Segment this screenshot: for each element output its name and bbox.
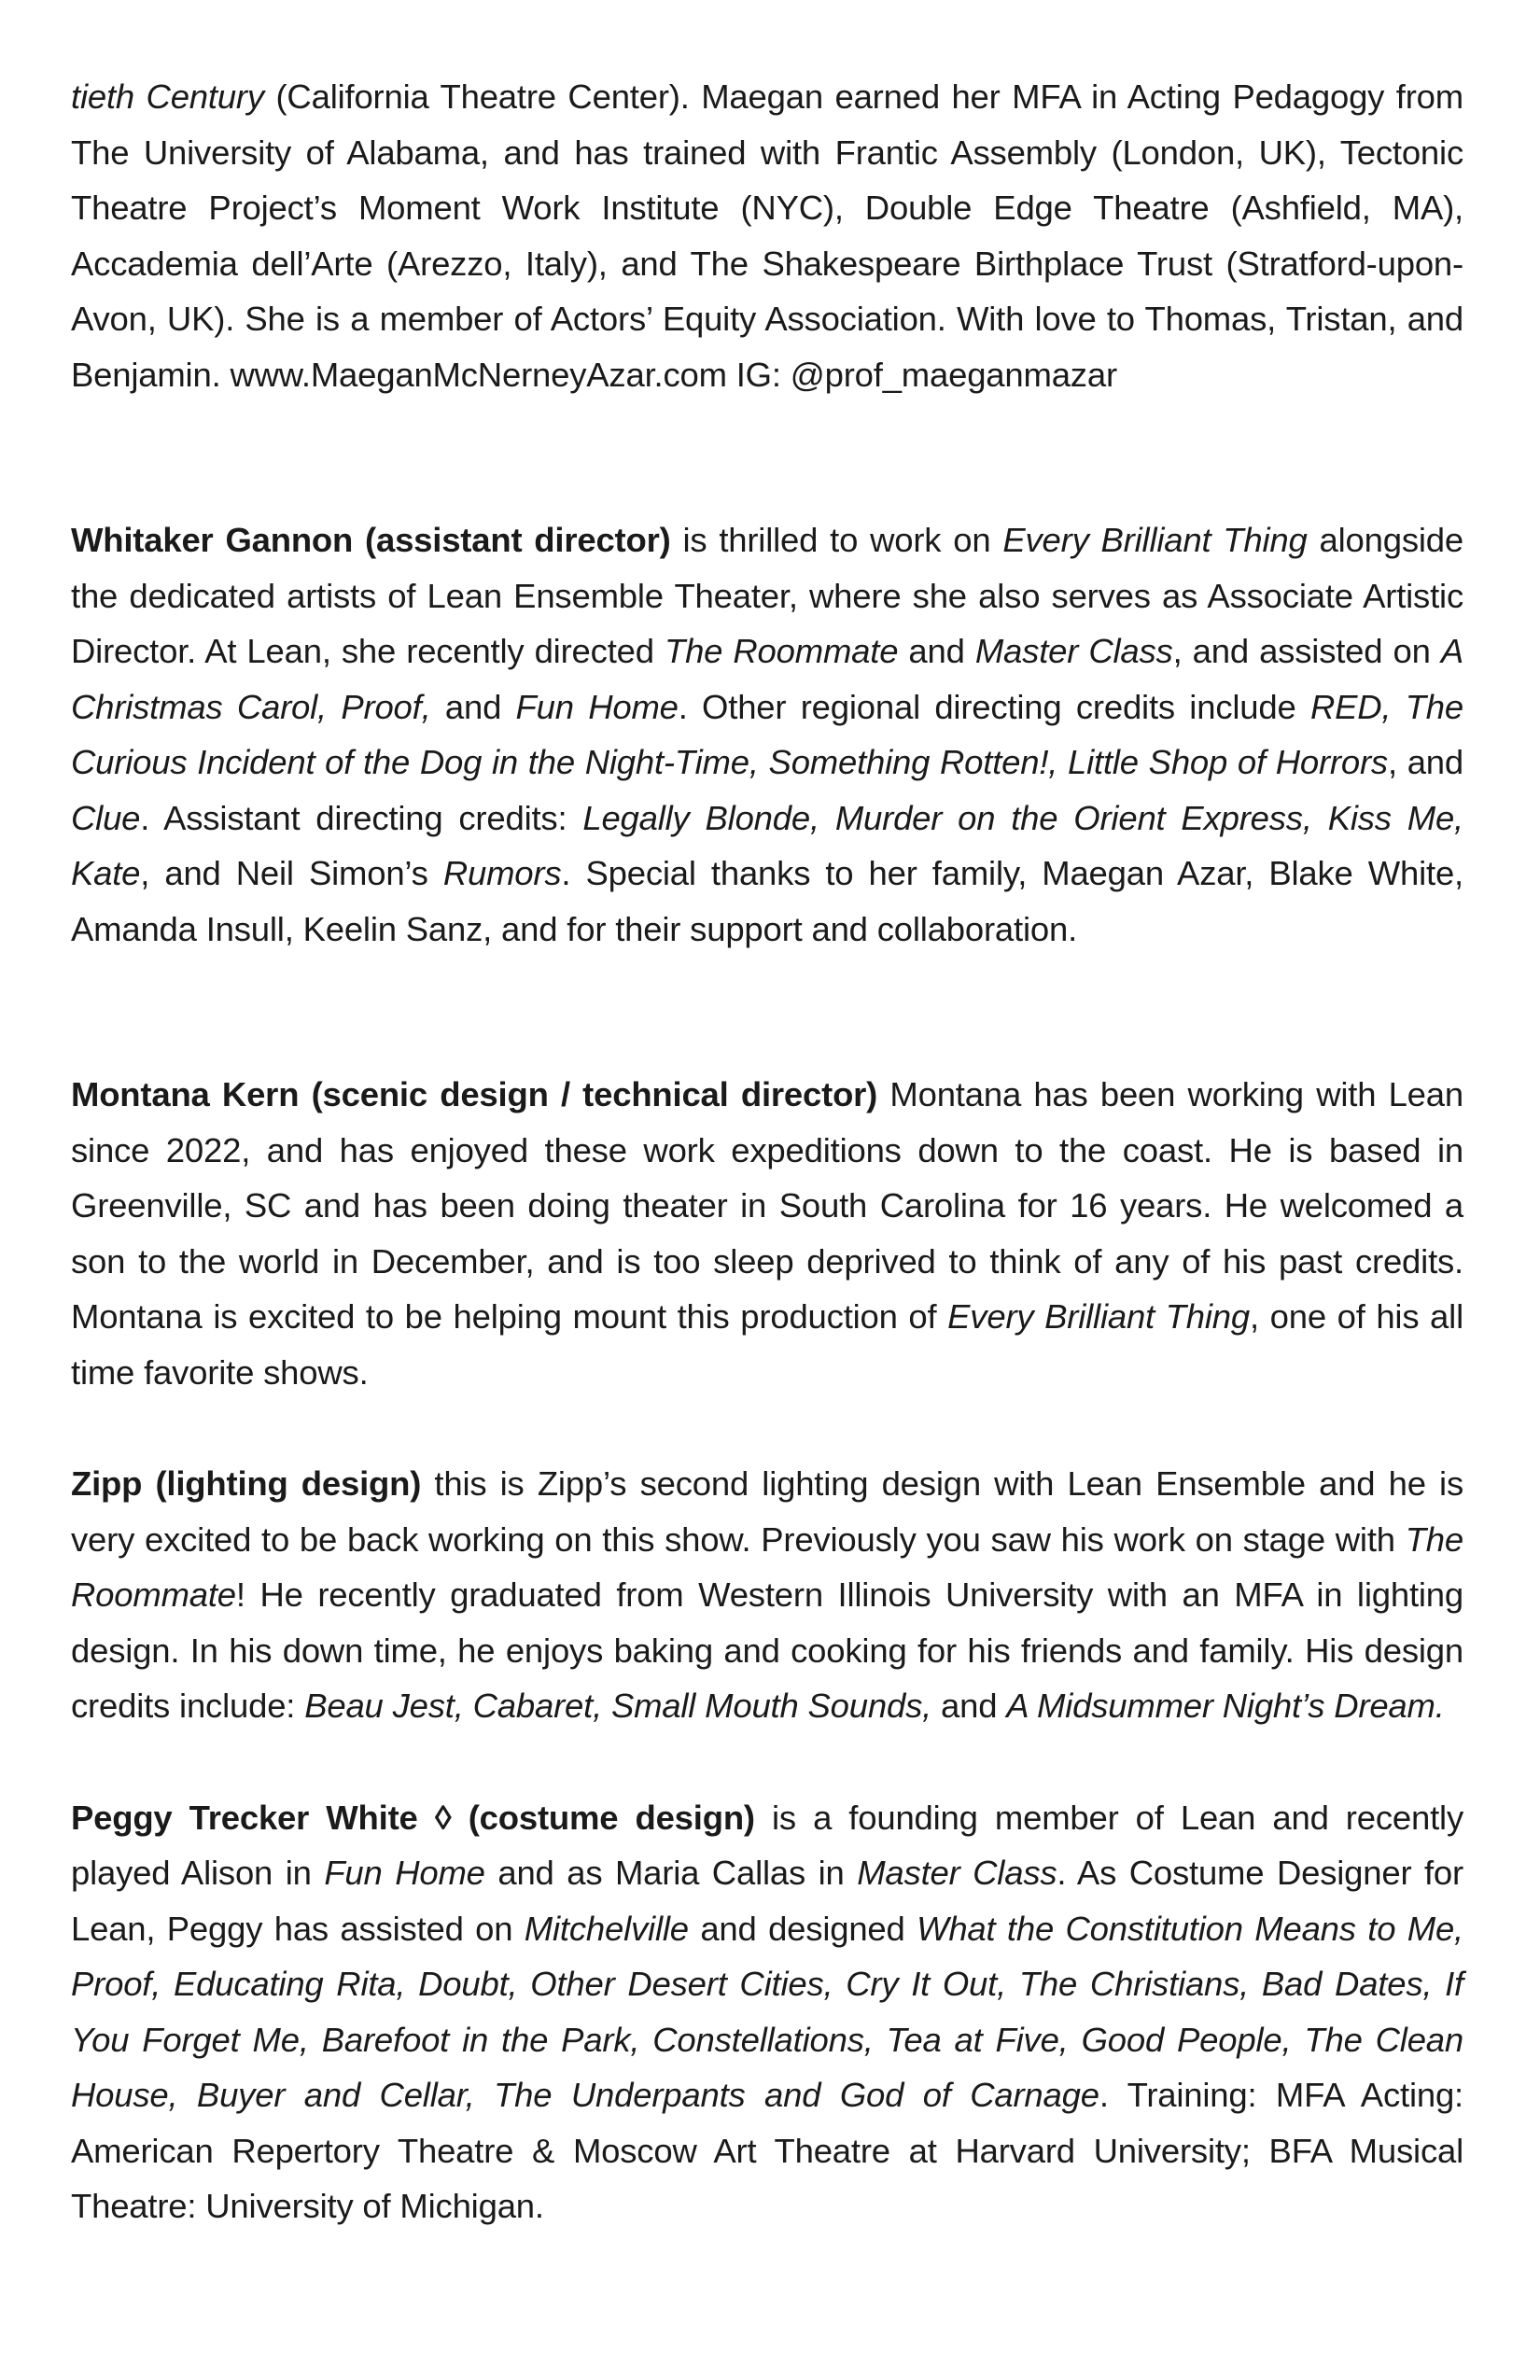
bio-whitaker-gannon <box>71 512 1463 957</box>
bio-text: and designed <box>688 1909 917 1948</box>
title-italic: Fun Home <box>324 1854 485 1892</box>
bio-text: , one of his all time favorite shows. <box>71 1297 1463 1392</box>
title-italic: Every Brilliant Thing <box>947 1297 1250 1336</box>
title-italic: Legally Blonde, Murder on the Orient Express, Kiss Me, Kate <box>71 798 1463 892</box>
bio-text: . Special thanks to her family, Maegan Azar, Blake White, Amanda Insull, Keelin Sanz, and for their support and collaboration. <box>71 854 1463 948</box>
title-italic: tieth Century <box>71 77 264 116</box>
title-italic: Mitchelville <box>524 1909 689 1948</box>
bio-text: (California Theatre Center). Maegan earned her MFA in Acting Pedagogy from The University of Alabama, and has trained with Frantic Assembly (London, UK), Tectonic Theatre Project’s Moment Work Institute (NYC), Double Edge Theatre (Ashfield, MA), Accademia dell’Arte (Arezzo, Italy), and The Shakespeare Birthplace Trust (Stratford-upon-Avon, UK). She is a member of Actors’ Equity Association. With love to Thomas, Tristan, and Benjamin. www.MaeganMcNerneyAzar.com IG: @prof_maeganmazar <box>71 77 1463 394</box>
bio-montana-kern <box>71 1067 1463 1400</box>
bio-text: . Other regional directing credits include <box>678 687 1310 726</box>
bio-text: Montana has been working with Lean since 2022, and has enjoyed these work expeditions down to the coast. He is based in Greenville, SC and has been doing theater in South Carolina for 16 years. He welcomed a son to the world in December, and is too sleep deprived to think of any of his past credits. Montana is excited to be helping mount this production of <box>71 1075 1463 1336</box>
bio-text: , and assisted on <box>1172 632 1441 670</box>
title-italic: Every Brilliant Thing <box>1002 521 1308 559</box>
bio-text: this is Zipp’s second lighting design with Lean Ensemble and he is very excited to be back working on this show. Previously you saw his work on stage with <box>71 1464 1463 1559</box>
bio-text: and <box>898 632 975 670</box>
bio-text: , and <box>1387 743 1463 781</box>
bio-heading: Zipp (lighting design) <box>71 1464 422 1503</box>
bio-zipp <box>71 1456 1463 1734</box>
title-italic: A Midsummer Night’s Dream. <box>1006 1687 1445 1725</box>
bio-text: , and Neil Simon’s <box>140 854 443 892</box>
bio-text: . Assistant directing credits: <box>140 798 583 837</box>
title-italic: Master Class <box>974 632 1173 670</box>
title-italic: RED, The Curious Incident of the Dog in the Night-Time, Something Rotten!, Little Shop of Horrors <box>71 687 1463 781</box>
bio-text: . Training: MFA Acting: American Repertory Theatre & Moscow Art Theatre at Harvard University; BFA Musical Theatre: University of Michigan. <box>71 2076 1463 2225</box>
bio-text: alongside the dedicated artists of Lean Ensemble Theater, where she also serves as Associate Artistic Director. At Lean, she recently directed <box>71 521 1463 670</box>
bio-text: is thrilled to work on <box>670 521 1003 559</box>
title-italic: Clue <box>71 798 141 837</box>
bio-maegan-azar <box>71 69 1463 402</box>
bio-heading: Peggy Trecker White ◊ (costume design) <box>71 1798 755 1837</box>
bio-text: . As Costume Designer for Lean, Peggy has assisted on <box>71 1854 1463 1948</box>
bio-heading: Montana Kern (scenic design / technical director) <box>71 1075 878 1113</box>
bio-heading: Whitaker Gannon (assistant director) <box>71 521 671 559</box>
title-italic: Rumors <box>442 854 562 892</box>
bio-peggy-trecker-white <box>71 1790 1463 2234</box>
title-italic: The Roommate <box>71 1519 1463 1614</box>
title-italic: A Christmas Carol, Proof, <box>71 632 1463 726</box>
title-italic: Fun Home <box>515 687 679 726</box>
bio-text: and as Maria Callas in <box>484 1854 858 1892</box>
title-italic: Master Class <box>857 1854 1057 1892</box>
title-italic: Beau Jest, Cabaret, Small Mouth Sounds, <box>304 1687 932 1725</box>
bio-text: and <box>430 687 516 726</box>
bio-text: and <box>931 1687 1007 1725</box>
bio-text: is a founding member of Lean and recently played Alison in <box>71 1798 1463 1892</box>
bio-text: ! He recently graduated from Western Illinois University with an MFA in lighting design. In his down time, he enjoys baking and cooking for his friends and family. His design credits include: <box>71 1575 1463 1725</box>
title-italic: What the Constitution Means to Me, Proof, Educating Rita, Doubt, Other Desert Cities, Cry It Out, The Christians, Bad Dates, If You Forget Me, Barefoot in the Park, Constellations, Tea at Five, Good People, The Clean House, Buyer and Cellar, The Underpants and God of Carnage <box>71 1909 1463 2114</box>
title-italic: The Roommate <box>664 632 899 670</box>
